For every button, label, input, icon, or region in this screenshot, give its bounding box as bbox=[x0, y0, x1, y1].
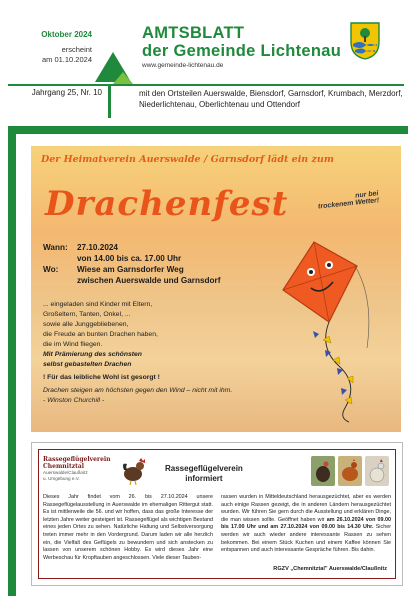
masthead-title: AMTSBLATT bbox=[142, 24, 245, 42]
notice-frame bbox=[38, 449, 396, 579]
poster-intro: Der Heimatverein Auerswalde / Garnsdorf lädt ein zum bbox=[41, 154, 334, 165]
website-link[interactable]: www.gemeinde-lichtenau.de bbox=[142, 62, 224, 69]
when-time: von 14.00 bis ca. 17.00 Uhr bbox=[77, 254, 182, 263]
drachenfest-poster bbox=[31, 146, 401, 432]
when-date: 27.10.2024 bbox=[77, 243, 118, 252]
notice-text-left: Dieses Jahr findet vom 26. bis 27.10.2024 unsere Rassegeflügelausstellung in Auerswalde im ehemaligen Rittergut statt. Es ist mittlerweile die 56. und wir hoffen, dass das große Interesse der letzten Jahre weiter gesteigert ist. Rassegeflügel als wichtigen Bestand eines jeden Ortes zu sehen. Natürliche Haltung und Selbstversorgung treten immer mehr in den Vordergrund. Darum laden wir alle herzlich ein, die Vielfalt des Geflügels zu bewundern und sich anstecken zu lassen von unserem schönen Hobby. Es wird dieses Jahr eine Werbeschau für Kropftauben angeschlossen. Viele dieser Tauben- bbox=[43, 494, 213, 561]
club-logo: Rassegeflügelverein Chemnitztal Auerswalde/Claußnitz u. Umgebung e.V. bbox=[43, 456, 111, 481]
where-detail: zwischen Auerswalde und Garnsdorf bbox=[77, 276, 221, 285]
hen-photo-icon bbox=[338, 456, 362, 486]
coat-of-arms-icon bbox=[350, 22, 380, 60]
green-frame-left bbox=[8, 126, 16, 596]
header-left bbox=[10, 30, 92, 65]
issue-number: Jahrgang 25, Nr. 10 bbox=[31, 88, 102, 97]
header-rule bbox=[8, 84, 404, 86]
rooster-photo-icon bbox=[365, 456, 389, 486]
issue-date: Oktober 2024 bbox=[41, 30, 92, 39]
rooster-icon bbox=[119, 456, 149, 486]
release-info: erscheint am 01.10.2024 bbox=[41, 45, 92, 64]
turkey-photo-icon bbox=[311, 456, 335, 486]
masthead-subtitle: der Gemeinde Lichtenau bbox=[142, 42, 342, 60]
when-label: Wann: bbox=[43, 243, 68, 252]
notice-text-right: rassen wurden in Mitteldeutschland herausgezüchtet, aber es werden auch einige Rassen gezeigt, die in anderen Ländern herausgezüchtet wurden. Wir führen Sie gern durch die Ausstellung und erklären Dinge, die man wissen sollte. Geöffnet haben wir am 26.10.2024 von 09.00 bis 17.00 Uhr und am 27.10.2024 von 09.00 bis 14.30 Uhr. Sicher werden wir auch wieder andere interessante Rassen zu sehen bekommen. Bei einem Stück Kuchen und einem Kaffee können Sie entspannen und auch interessante Gespräche führen. Bis dahin. bbox=[221, 494, 391, 554]
poultry-club-notice bbox=[31, 442, 403, 586]
quote: Drachen steigen am höchsten gegen den Wind – nicht mit ihm. bbox=[43, 387, 233, 394]
where-place: Wiese am Garnsdorfer Weg bbox=[77, 265, 184, 274]
weather-note: nur bei trockenem Wetter! bbox=[317, 190, 380, 211]
event-details bbox=[43, 242, 220, 286]
bird-photos bbox=[311, 456, 389, 486]
poster-title: Drachenfest bbox=[45, 184, 289, 224]
where-label: Wo: bbox=[43, 265, 59, 274]
food-note: ! Für das leibliche Wohl ist gesorgt ! bbox=[43, 374, 160, 381]
masthead bbox=[142, 24, 341, 69]
notice-heading: Rassegeflügelverein informiert bbox=[165, 464, 243, 483]
kite-illustration-icon bbox=[259, 238, 389, 424]
notice-signature: RGZV „Chemnitztal" Auerswalde/Claußnitz bbox=[273, 566, 387, 572]
quote-author: - Winston Churchill - bbox=[43, 397, 105, 404]
logo-triangle-light bbox=[113, 72, 133, 84]
header-separator bbox=[108, 86, 111, 118]
poster-description: ... eingeladen sind Kinder mit Eltern, Großeltern, Tanten, Onkel, ... sowie alle Junggebliebenen, die Freude an bunten Drachen haben, die im Wind fliegen. Mit Prämierung des schönsten selbst gebastelten Drachen ! Für das leibliche Wohl ist gesorgt ! Drachen steigen am höchsten gegen den Wind – nicht mit ihm. - Winston Churchill - bbox=[43, 300, 243, 406]
green-frame-top bbox=[8, 126, 408, 134]
prize-note: Mit Prämierung des schönsten bbox=[43, 351, 142, 358]
village-list: mit den Ortsteilen Auerswalde, Biensdorf, Garnsdorf, Krumbach, Merzdorf, Niederlichtenau, Oberlichtenau und Ottendorf bbox=[139, 89, 403, 109]
